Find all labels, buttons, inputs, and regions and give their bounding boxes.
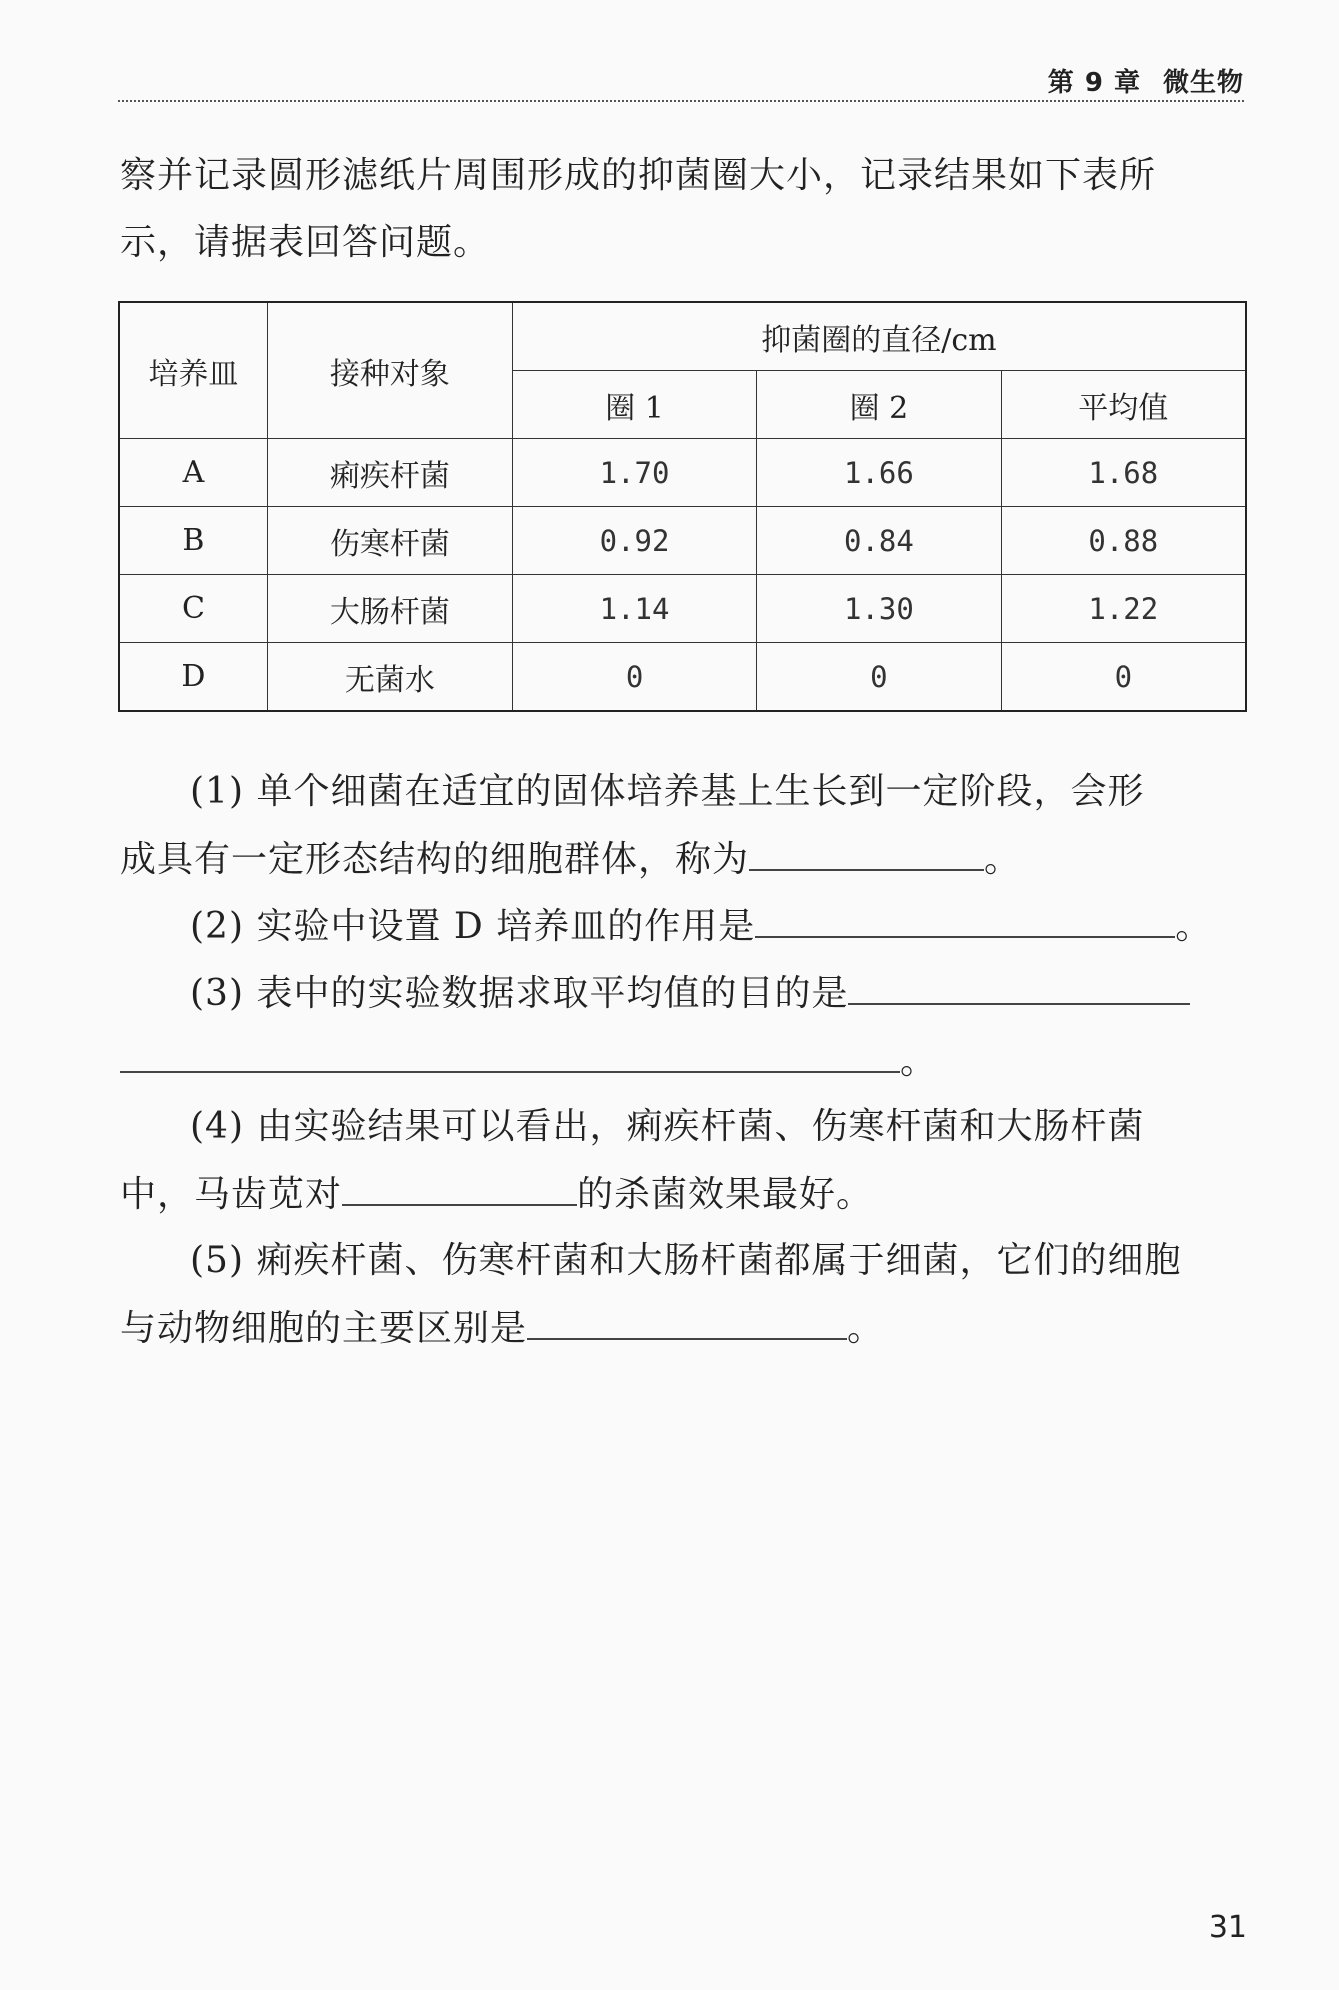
cell-average: 0 bbox=[1001, 643, 1246, 712]
cell-circle-1: 0.92 bbox=[512, 507, 756, 575]
cell-object: 无菌水 bbox=[267, 643, 512, 712]
question-5-text-cont: 与动物细胞的主要区别是 bbox=[120, 1308, 528, 1349]
question-2-text: (2) 实验中设置 D 培养皿的作用是 bbox=[190, 906, 756, 947]
header-diameter-group: 抑菌圈的直径/cm bbox=[512, 302, 1246, 371]
header-average: 平均值 bbox=[1001, 371, 1246, 439]
period: 。 bbox=[847, 1308, 885, 1349]
header-divider bbox=[118, 100, 1244, 102]
question-1-text-cont: 成具有一定形态结构的细胞群体，称为 bbox=[120, 839, 750, 880]
results-table bbox=[118, 301, 1247, 712]
period: 。 bbox=[1175, 906, 1213, 947]
table-row bbox=[119, 643, 1246, 712]
question-5-text: (5) 痢疾杆菌、伤寒杆菌和大肠杆菌都属于细菌，它们的细胞 bbox=[190, 1240, 1182, 1281]
cell-circle-2: 0.84 bbox=[757, 507, 1001, 575]
header-circle-1: 圈 1 bbox=[512, 371, 756, 439]
question-3-text: (3) 表中的实验数据求取平均值的目的是 bbox=[190, 973, 849, 1014]
cell-circle-1: 0 bbox=[512, 643, 756, 712]
table-row bbox=[119, 575, 1246, 643]
cell-object: 大肠杆菌 bbox=[267, 575, 512, 643]
chapter-title: 微生物 bbox=[1162, 68, 1244, 98]
table-header-row bbox=[119, 302, 1246, 371]
cell-average: 1.68 bbox=[1001, 439, 1246, 507]
cell-dish: A bbox=[119, 439, 267, 507]
header-dish: 培养皿 bbox=[119, 302, 267, 439]
cell-object: 伤寒杆菌 bbox=[267, 507, 512, 575]
answer-blank-3b[interactable] bbox=[120, 1027, 900, 1073]
cell-circle-2: 0 bbox=[757, 643, 1001, 712]
cell-object: 痢疾杆菌 bbox=[267, 439, 512, 507]
question-5 bbox=[120, 1227, 1250, 1362]
intro-line-1: 察并记录圆形滤纸片周围形成的抑菌圈大小，记录结果如下表所 bbox=[120, 155, 1157, 196]
question-1-text: (1) 单个细菌在适宜的固体培养基上生长到一定阶段，会形 bbox=[190, 771, 1145, 812]
cell-dish: D bbox=[119, 643, 267, 712]
question-1 bbox=[120, 758, 1250, 893]
answer-blank-5[interactable] bbox=[527, 1294, 847, 1340]
intro-paragraph bbox=[120, 142, 1240, 276]
question-4-text-end: 的杀菌效果最好。 bbox=[577, 1174, 874, 1215]
header-object: 接种对象 bbox=[267, 302, 512, 439]
cell-average: 1.22 bbox=[1001, 575, 1246, 643]
question-3 bbox=[120, 959, 1250, 1095]
cell-circle-1: 1.70 bbox=[512, 439, 756, 507]
chapter-number: 第 9 章 bbox=[1047, 68, 1141, 98]
answer-blank-2[interactable] bbox=[755, 892, 1175, 938]
cell-circle-2: 1.30 bbox=[757, 575, 1001, 643]
cell-dish: B bbox=[119, 507, 267, 575]
chapter-header bbox=[1048, 62, 1244, 99]
cell-dish: C bbox=[119, 575, 267, 643]
period: 。 bbox=[984, 839, 1022, 880]
question-4-text-cont: 中，马齿苋对 bbox=[120, 1174, 343, 1215]
intro-line-2: 示，请据表回答问题。 bbox=[120, 222, 491, 263]
cell-circle-1: 1.14 bbox=[512, 575, 756, 643]
cell-average: 0.88 bbox=[1001, 507, 1246, 575]
answer-blank-4[interactable] bbox=[342, 1160, 577, 1206]
page-number: 31 bbox=[1208, 1910, 1247, 1945]
question-2 bbox=[120, 892, 1250, 960]
cell-circle-2: 1.66 bbox=[757, 439, 1001, 507]
question-4 bbox=[120, 1093, 1250, 1228]
table-row bbox=[119, 439, 1246, 507]
question-4-text: (4) 由实验结果可以看出，痢疾杆菌、伤寒杆菌和大肠杆菌 bbox=[190, 1106, 1145, 1147]
answer-blank-1[interactable] bbox=[749, 825, 984, 871]
period: 。 bbox=[900, 1041, 938, 1082]
header-circle-2: 圈 2 bbox=[757, 371, 1001, 439]
table-row bbox=[119, 507, 1246, 575]
answer-blank-3a[interactable] bbox=[848, 959, 1190, 1005]
